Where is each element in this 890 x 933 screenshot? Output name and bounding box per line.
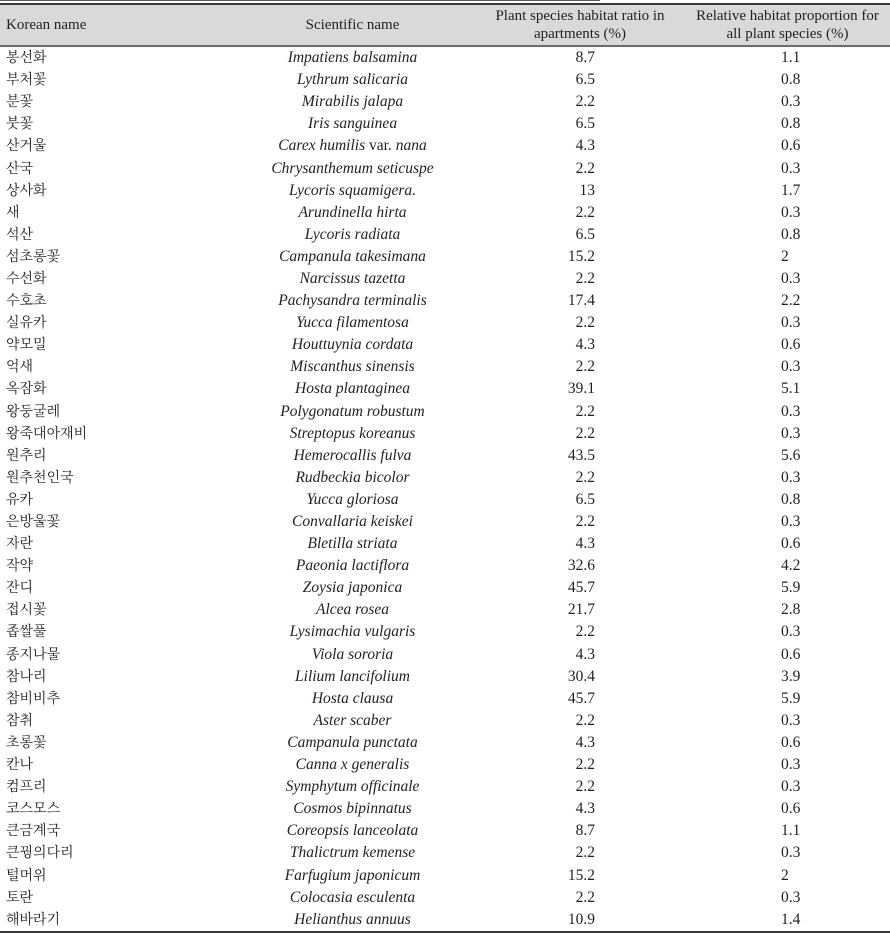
table-row	[0, 69, 890, 91]
relative-proportion-cell: 0.3	[781, 424, 801, 442]
habitat-ratio-value: 30.4	[567, 667, 595, 685]
relative-proportion-cell: 0.6	[781, 535, 801, 553]
habitat-ratio-cell	[475, 489, 685, 511]
habitat-ratio-cell	[475, 688, 685, 710]
scientific-name-cell: Streptopus koreanus	[289, 424, 416, 442]
table-row	[0, 776, 890, 798]
relative-proportion-cell: 0.3	[781, 844, 801, 862]
relative-proportion-cell: 0.3	[781, 888, 801, 906]
korean-name-cell: 옥잠화	[6, 381, 47, 398]
habitat-ratio-cell	[475, 46, 685, 69]
relative-proportion-cell: 0.3	[781, 468, 801, 486]
scientific-name-cell: Hemerocallis fulva	[293, 446, 412, 464]
scientific-name-cell: Lycoris squamigera.	[289, 181, 416, 199]
scientific-name-cell: Paeonia lactiflora	[295, 557, 410, 575]
relative-proportion-cell: 1.7	[781, 181, 801, 199]
scientific-name-cell: Impatiens balsamina	[287, 49, 418, 67]
relative-proportion-cell: 2.2	[781, 292, 801, 310]
table-row	[0, 467, 890, 489]
relative-proportion-cell: 5.1	[781, 380, 801, 398]
scientific-name-cell: Pachysandra terminalis	[278, 292, 427, 310]
relative-proportion-cell: 4.2	[781, 557, 801, 575]
korean-name-cell: 참나리	[6, 668, 47, 685]
scientific-name-cell: Chrysanthemum seticuspe	[271, 159, 434, 177]
relative-proportion-cell: 0.6	[781, 137, 801, 155]
scientific-name-cell: Symphytum officinale	[285, 778, 420, 796]
habitat-ratio-value: 6.5	[575, 115, 595, 133]
scientific-name-cell: Viola sororia	[311, 645, 394, 663]
table-row	[0, 135, 890, 157]
habitat-ratio-value: 2.2	[575, 424, 595, 442]
scientific-name-cell: Iris sanguinea	[307, 115, 398, 133]
relative-proportion-cell: 0.3	[781, 93, 801, 111]
relative-proportion-cell: 0.6	[781, 645, 801, 663]
habitat-ratio-value: 2.2	[575, 358, 595, 376]
habitat-ratio-cell	[475, 798, 685, 820]
korean-name-cell: 산거울	[6, 138, 47, 155]
habitat-ratio-cell	[475, 113, 685, 135]
scientific-name-cell: Polygonatum robustum	[280, 402, 425, 420]
habitat-ratio-value: 15.2	[567, 247, 595, 265]
table-row	[0, 644, 890, 666]
korean-name-cell: 참비비추	[6, 690, 61, 707]
scientific-name-cell: Carex humilis var. nana	[278, 137, 427, 155]
korean-name-cell: 해바라기	[0, 909, 230, 932]
table-body	[0, 46, 890, 932]
habitat-ratio-value: 2.2	[575, 756, 595, 774]
korean-name-cell: 붓꽃	[6, 116, 34, 133]
habitat-ratio-value: 43.5	[567, 446, 595, 464]
habitat-ratio-cell	[475, 710, 685, 732]
scientific-name-cell: Campanula takesimana	[279, 247, 426, 265]
scientific-name-cell: Aster scaber	[313, 711, 392, 729]
header-scientific-name: Scientific name	[230, 4, 475, 46]
korean-name-cell: 억새	[6, 359, 34, 376]
scientific-name-cell: Narcissus tazetta	[299, 269, 406, 287]
table-row	[0, 842, 890, 864]
korean-name-cell: 종지나물	[6, 646, 61, 663]
habitat-ratio-value: 4.3	[575, 336, 595, 354]
relative-proportion-cell: 2.8	[781, 601, 801, 619]
habitat-ratio-value: 2.2	[575, 888, 595, 906]
relative-proportion-cell: 0.8	[781, 490, 801, 508]
table-row	[0, 334, 890, 356]
scientific-name-cell: Convallaria keiskei	[292, 513, 413, 531]
relative-proportion-cell: 0.8	[781, 225, 801, 243]
korean-name-cell: 참취	[6, 712, 34, 729]
clipped-caption-remnant	[0, 0, 600, 1]
table-header	[0, 4, 890, 46]
korean-name-cell: 큰금계국	[6, 823, 61, 840]
relative-proportion-cell: 0.3	[781, 159, 801, 177]
scientific-name-cell: Yucca filamentosa	[296, 314, 409, 332]
relative-proportion-cell: 0.6	[781, 800, 801, 818]
relative-proportion-cell: 2	[781, 866, 789, 884]
scientific-name-cell: Houttuynia cordata	[291, 336, 414, 354]
scientific-name-cell: Bletilla striata	[307, 535, 398, 553]
table-row	[0, 489, 890, 511]
header-habitat-ratio: Plant species habitat ratio in apartments (%)	[475, 4, 685, 46]
scientific-name-cell: Lilium lancifolium	[295, 667, 410, 685]
habitat-ratio-value: 4.3	[575, 800, 595, 818]
habitat-ratio-cell	[475, 423, 685, 445]
habitat-ratio-value: 6.5	[575, 225, 595, 243]
habitat-ratio-value: 17.4	[567, 292, 595, 310]
korean-name-cell: 섬초롱꽃	[6, 248, 61, 265]
table-row	[0, 113, 890, 135]
table-row	[0, 91, 890, 113]
table-row	[0, 887, 890, 909]
habitat-ratio-cell	[475, 533, 685, 555]
scientific-name-cell: Lycoris radiata	[304, 225, 401, 243]
korean-name-cell: 실유카	[6, 315, 47, 332]
habitat-ratio-value: 2.2	[575, 203, 595, 221]
korean-name-cell: 왕죽대아재비	[6, 425, 88, 442]
relative-proportion-cell: 1.1	[781, 49, 801, 67]
habitat-ratio-value: 2.2	[575, 711, 595, 729]
table-row	[0, 798, 890, 820]
korean-name-cell: 코스모스	[6, 801, 61, 818]
korean-name-cell: 작약	[6, 558, 34, 575]
habitat-ratio-value: 8.7	[575, 49, 595, 67]
relative-proportion-cell: 0.3	[781, 513, 801, 531]
rank-abbreviation: var.	[369, 137, 392, 155]
table-row	[0, 312, 890, 334]
table-row	[0, 268, 890, 290]
scientific-name-cell: Canna x generalis	[295, 756, 410, 774]
habitat-ratio-cell	[475, 754, 685, 776]
habitat-ratio-value: 6.5	[575, 490, 595, 508]
habitat-ratio-value: 45.7	[567, 689, 595, 707]
table-row	[0, 688, 890, 710]
korean-name-cell: 약모밀	[6, 337, 47, 354]
header-relative-proportion: Relative habitat proportion for all plant species (%)	[685, 4, 890, 46]
relative-proportion-cell: 0.6	[781, 733, 801, 751]
habitat-ratio-cell	[475, 467, 685, 489]
relative-proportion-cell: 0.6	[781, 336, 801, 354]
scientific-name-cell: Hosta plantaginea	[295, 380, 410, 398]
korean-name-cell: 석산	[6, 226, 34, 243]
scientific-name-cell: Arundinella hirta	[298, 203, 407, 221]
relative-proportion-cell: 0.3	[781, 203, 801, 221]
scientific-name-cell: Yucca gloriosa	[306, 490, 399, 508]
habitat-ratio-cell	[475, 312, 685, 334]
habitat-ratio-value: 2.2	[575, 778, 595, 796]
scientific-name-cell: Miscanthus sinensis	[290, 358, 415, 376]
relative-proportion-cell: 0.8	[781, 71, 801, 89]
habitat-ratio-value: 45.7	[567, 579, 595, 597]
habitat-ratio-cell	[475, 378, 685, 400]
table-row	[0, 46, 890, 69]
habitat-ratio-cell	[475, 356, 685, 378]
relative-proportion-cell: 5.9	[781, 579, 801, 597]
korean-name-cell: 토란	[6, 889, 34, 906]
habitat-ratio-cell	[475, 599, 685, 621]
korean-name-cell: 은방울꽃	[6, 514, 61, 531]
habitat-ratio-cell	[475, 445, 685, 467]
korean-name-cell: 봉선화	[6, 50, 47, 67]
scientific-name-cell: Alcea rosea	[315, 601, 390, 619]
table-row	[0, 356, 890, 378]
scientific-name-cell: Mirabilis jalapa	[301, 93, 404, 111]
korean-name-cell: 잔디	[6, 580, 34, 597]
table-row	[0, 732, 890, 754]
korean-name-cell: 왕둥굴레	[6, 403, 61, 420]
table-row	[0, 157, 890, 179]
habitat-ratio-cell	[475, 666, 685, 688]
table-row	[0, 710, 890, 732]
relative-proportion-cell: 0.3	[781, 314, 801, 332]
habitat-ratio-cell	[475, 842, 685, 864]
korean-name-cell: 큰꿩의다리	[6, 845, 74, 862]
habitat-ratio-value: 2.2	[575, 159, 595, 177]
habitat-ratio-cell	[475, 246, 685, 268]
korean-name-cell: 초롱꽃	[6, 734, 47, 751]
habitat-ratio-value: 15.2	[567, 866, 595, 884]
relative-proportion-cell: 0.3	[781, 711, 801, 729]
relative-proportion-cell: 3.9	[781, 667, 801, 685]
habitat-ratio-cell	[475, 909, 685, 932]
table-row	[0, 246, 890, 268]
scientific-name-cell: Campanula punctata	[287, 733, 418, 751]
habitat-ratio-cell	[475, 820, 685, 842]
habitat-ratio-cell	[475, 268, 685, 290]
korean-name-cell: 수선화	[6, 270, 47, 287]
habitat-ratio-cell	[475, 224, 685, 246]
habitat-ratio-cell	[475, 555, 685, 577]
relative-proportion-cell: 0.3	[781, 623, 801, 641]
habitat-ratio-cell	[475, 290, 685, 312]
scientific-name-cell: Hosta clausa	[311, 689, 394, 707]
korean-name-cell: 상사화	[6, 182, 47, 199]
korean-name-cell: 좁쌀풀	[6, 624, 47, 641]
table-row	[0, 224, 890, 246]
table-row	[0, 180, 890, 202]
habitat-ratio-cell	[475, 401, 685, 423]
header-row	[0, 4, 890, 46]
relative-proportion-cell: 5.6	[781, 446, 801, 464]
korean-name-cell: 자란	[6, 536, 34, 553]
scientific-name-cell: Coreopsis lanceolata	[286, 822, 419, 840]
relative-proportion-cell: 0.8	[781, 115, 801, 133]
relative-proportion-cell: 0.3	[781, 402, 801, 420]
scientific-name-cell: Rudbeckia bicolor	[295, 468, 410, 486]
habitat-ratio-cell	[475, 864, 685, 886]
habitat-ratio-value: 4.3	[575, 733, 595, 751]
table-row	[0, 445, 890, 467]
table-row	[0, 666, 890, 688]
habitat-ratio-cell	[475, 621, 685, 643]
korean-name-cell: 분꽃	[6, 94, 34, 111]
scientific-name-cell: Thalictrum kemense	[289, 844, 416, 862]
table-row	[0, 511, 890, 533]
korean-name-cell: 칸나	[6, 757, 34, 774]
habitat-ratio-cell	[475, 202, 685, 224]
table-row	[0, 533, 890, 555]
habitat-ratio-cell	[475, 511, 685, 533]
habitat-ratio-cell	[475, 157, 685, 179]
habitat-ratio-value: 6.5	[575, 71, 595, 89]
relative-proportion-cell: 0.3	[781, 269, 801, 287]
habitat-ratio-cell	[475, 776, 685, 798]
relative-proportion-cell: 0.3	[781, 756, 801, 774]
plant-species-table-container	[0, 3, 890, 933]
korean-name-cell: 접시꽃	[6, 602, 47, 619]
relative-proportion-cell: 0.3	[781, 358, 801, 376]
habitat-ratio-cell	[475, 334, 685, 356]
table-row	[0, 754, 890, 776]
habitat-ratio-value: 21.7	[567, 601, 595, 619]
habitat-ratio-cell	[475, 644, 685, 666]
habitat-ratio-value: 2.2	[575, 513, 595, 531]
habitat-ratio-value: 4.3	[575, 137, 595, 155]
scientific-name-cell: Colocasia esculenta	[289, 888, 416, 906]
relative-proportion-cell: 2	[781, 247, 789, 265]
korean-name-cell: 컴프리	[6, 779, 47, 796]
korean-name-cell: 산국	[6, 160, 34, 177]
habitat-ratio-value: 39.1	[567, 380, 595, 398]
scientific-name-cell: Lythrum salicaria	[296, 71, 409, 89]
scientific-name-cell: Farfugium japonicum	[284, 866, 421, 884]
relative-proportion-cell: 1.1	[781, 822, 801, 840]
habitat-ratio-cell	[475, 91, 685, 113]
scientific-name-cell: Cosmos bipinnatus	[293, 800, 412, 818]
table-row	[0, 202, 890, 224]
habitat-ratio-cell	[475, 135, 685, 157]
habitat-ratio-value: 2.2	[575, 623, 595, 641]
table-row	[0, 423, 890, 445]
habitat-ratio-value: 13	[579, 181, 595, 199]
habitat-ratio-cell	[475, 577, 685, 599]
korean-name-cell: 부처꽃	[6, 72, 47, 89]
table-row	[0, 555, 890, 577]
habitat-ratio-cell	[475, 69, 685, 91]
relative-proportion-cell: 0.3	[781, 778, 801, 796]
habitat-ratio-value: 2.2	[575, 468, 595, 486]
table-row	[0, 378, 890, 400]
korean-name-cell: 털머위	[6, 867, 47, 884]
korean-name-cell: 원추천인국	[6, 469, 74, 486]
habitat-ratio-cell	[475, 732, 685, 754]
habitat-ratio-value: 4.3	[575, 645, 595, 663]
korean-name-cell: 새	[6, 204, 20, 221]
table-row	[0, 864, 890, 886]
habitat-ratio-value: 2.2	[575, 402, 595, 420]
korean-name-cell: 유카	[6, 491, 34, 508]
habitat-ratio-value: 4.3	[575, 535, 595, 553]
habitat-ratio-cell	[475, 887, 685, 909]
table-row	[0, 820, 890, 842]
table-row	[0, 401, 890, 423]
habitat-ratio-value: 8.7	[575, 822, 595, 840]
habitat-ratio-value: 32.6	[567, 557, 595, 575]
table-row	[0, 909, 890, 932]
table-row	[0, 577, 890, 599]
korean-name-cell: 수호초	[6, 293, 47, 310]
habitat-ratio-value: 2.2	[575, 314, 595, 332]
scientific-name-cell: Zoysia japonica	[302, 579, 403, 597]
habitat-ratio-cell	[475, 180, 685, 202]
table-row	[0, 599, 890, 621]
habitat-ratio-value: 10.9	[567, 910, 595, 928]
habitat-ratio-value: 2.2	[575, 93, 595, 111]
plant-species-table	[0, 3, 890, 933]
relative-proportion-cell: 5.9	[781, 689, 801, 707]
scientific-name-cell: Helianthus annuus	[230, 909, 475, 932]
habitat-ratio-value: 2.2	[575, 844, 595, 862]
korean-name-cell: 원추리	[6, 447, 47, 464]
header-korean-name: Korean name	[0, 4, 230, 46]
scientific-name-cell: Lysimachia vulgaris	[289, 623, 416, 641]
relative-proportion-cell: 1.4	[685, 909, 890, 932]
table-row	[0, 290, 890, 312]
table-row	[0, 621, 890, 643]
habitat-ratio-value: 2.2	[575, 269, 595, 287]
